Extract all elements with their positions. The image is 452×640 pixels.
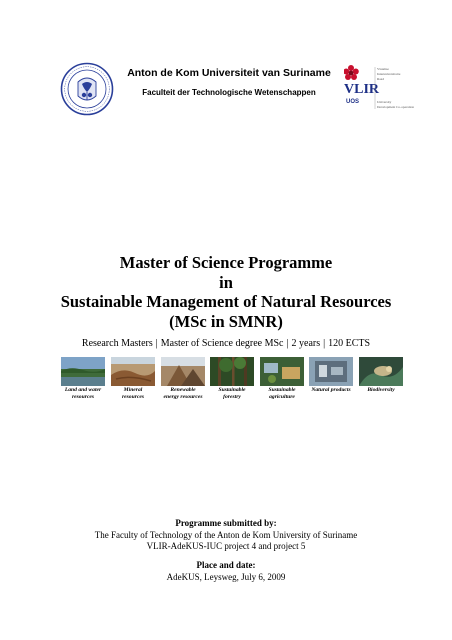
university-name: Anton de Kom Universiteit van Suriname: [127, 67, 331, 79]
title-line: (MSc in SMNR): [169, 311, 283, 331]
photo-caption: Biodiversity: [367, 387, 395, 393]
vlir-logo-text: VLIR: [344, 82, 380, 97]
place-heading: Place and date:: [196, 560, 256, 570]
uos-logo-text: UOS: [346, 99, 360, 105]
forestry-photo: [210, 357, 254, 386]
photo-caption: Renewable energy resources: [163, 387, 203, 400]
natural-products-photo: [309, 357, 353, 386]
subtitle-item: 2 years: [291, 338, 321, 349]
place-line: AdeKUS, Leysweg, July 6, 2009: [166, 571, 286, 582]
place-date-block: [20, 560, 432, 583]
faculty-name: Faculteit der Technologische Wetenschappen: [142, 88, 316, 97]
photo-caption: Sustainable forestry: [218, 387, 246, 400]
subtitle-item: Master of Science degree MSc: [160, 338, 284, 349]
svg-text:Raad: Raad: [377, 77, 384, 81]
subtitle-item: 120 ECTS: [328, 338, 371, 349]
photo-caption: Mineral resources: [121, 387, 145, 400]
svg-text:Development Co-operation: Development Co-operation: [377, 105, 414, 109]
separator: |: [155, 338, 158, 349]
land-and-water-photo: [61, 357, 105, 386]
photo-caption: Natural products: [311, 387, 351, 393]
separator: |: [323, 338, 326, 349]
submitted-line: VLIR-AdeKUS-IUC project 4 and project 5: [146, 541, 306, 551]
subtitle-item: Research Masters: [81, 338, 153, 349]
svg-text:Interuniversitaire: Interuniversitaire: [377, 72, 401, 76]
submitted-by-block: [20, 518, 432, 553]
submitted-line: The Faculty of Technology of the Anton de Kom University of Suriname: [94, 529, 358, 540]
title-line: in: [219, 272, 233, 292]
vlir-flower-icon: [344, 63, 414, 113]
agriculture-photo: [260, 357, 304, 386]
photo-caption: Land and water resources: [64, 387, 102, 400]
programme-title: [30, 253, 422, 331]
submitted-heading: Programme submitted by:: [175, 518, 277, 528]
photo-caption: Sustainable agriculture: [268, 387, 296, 400]
separator: |: [286, 338, 289, 349]
mineral-photo: [111, 357, 155, 386]
energy-photo: [161, 357, 205, 386]
vlir-uos-logo: [344, 63, 414, 113]
title-line: Master of Science Programme: [119, 253, 333, 272]
svg-text:University: University: [377, 100, 392, 104]
title-line: Sustainable Management of Natural Resources: [60, 292, 392, 311]
biodiversity-photo: [359, 357, 403, 386]
programme-subtitle: [20, 338, 432, 349]
university-seal-logo: [60, 62, 114, 116]
svg-text:Vlaamse: Vlaamse: [377, 67, 389, 71]
